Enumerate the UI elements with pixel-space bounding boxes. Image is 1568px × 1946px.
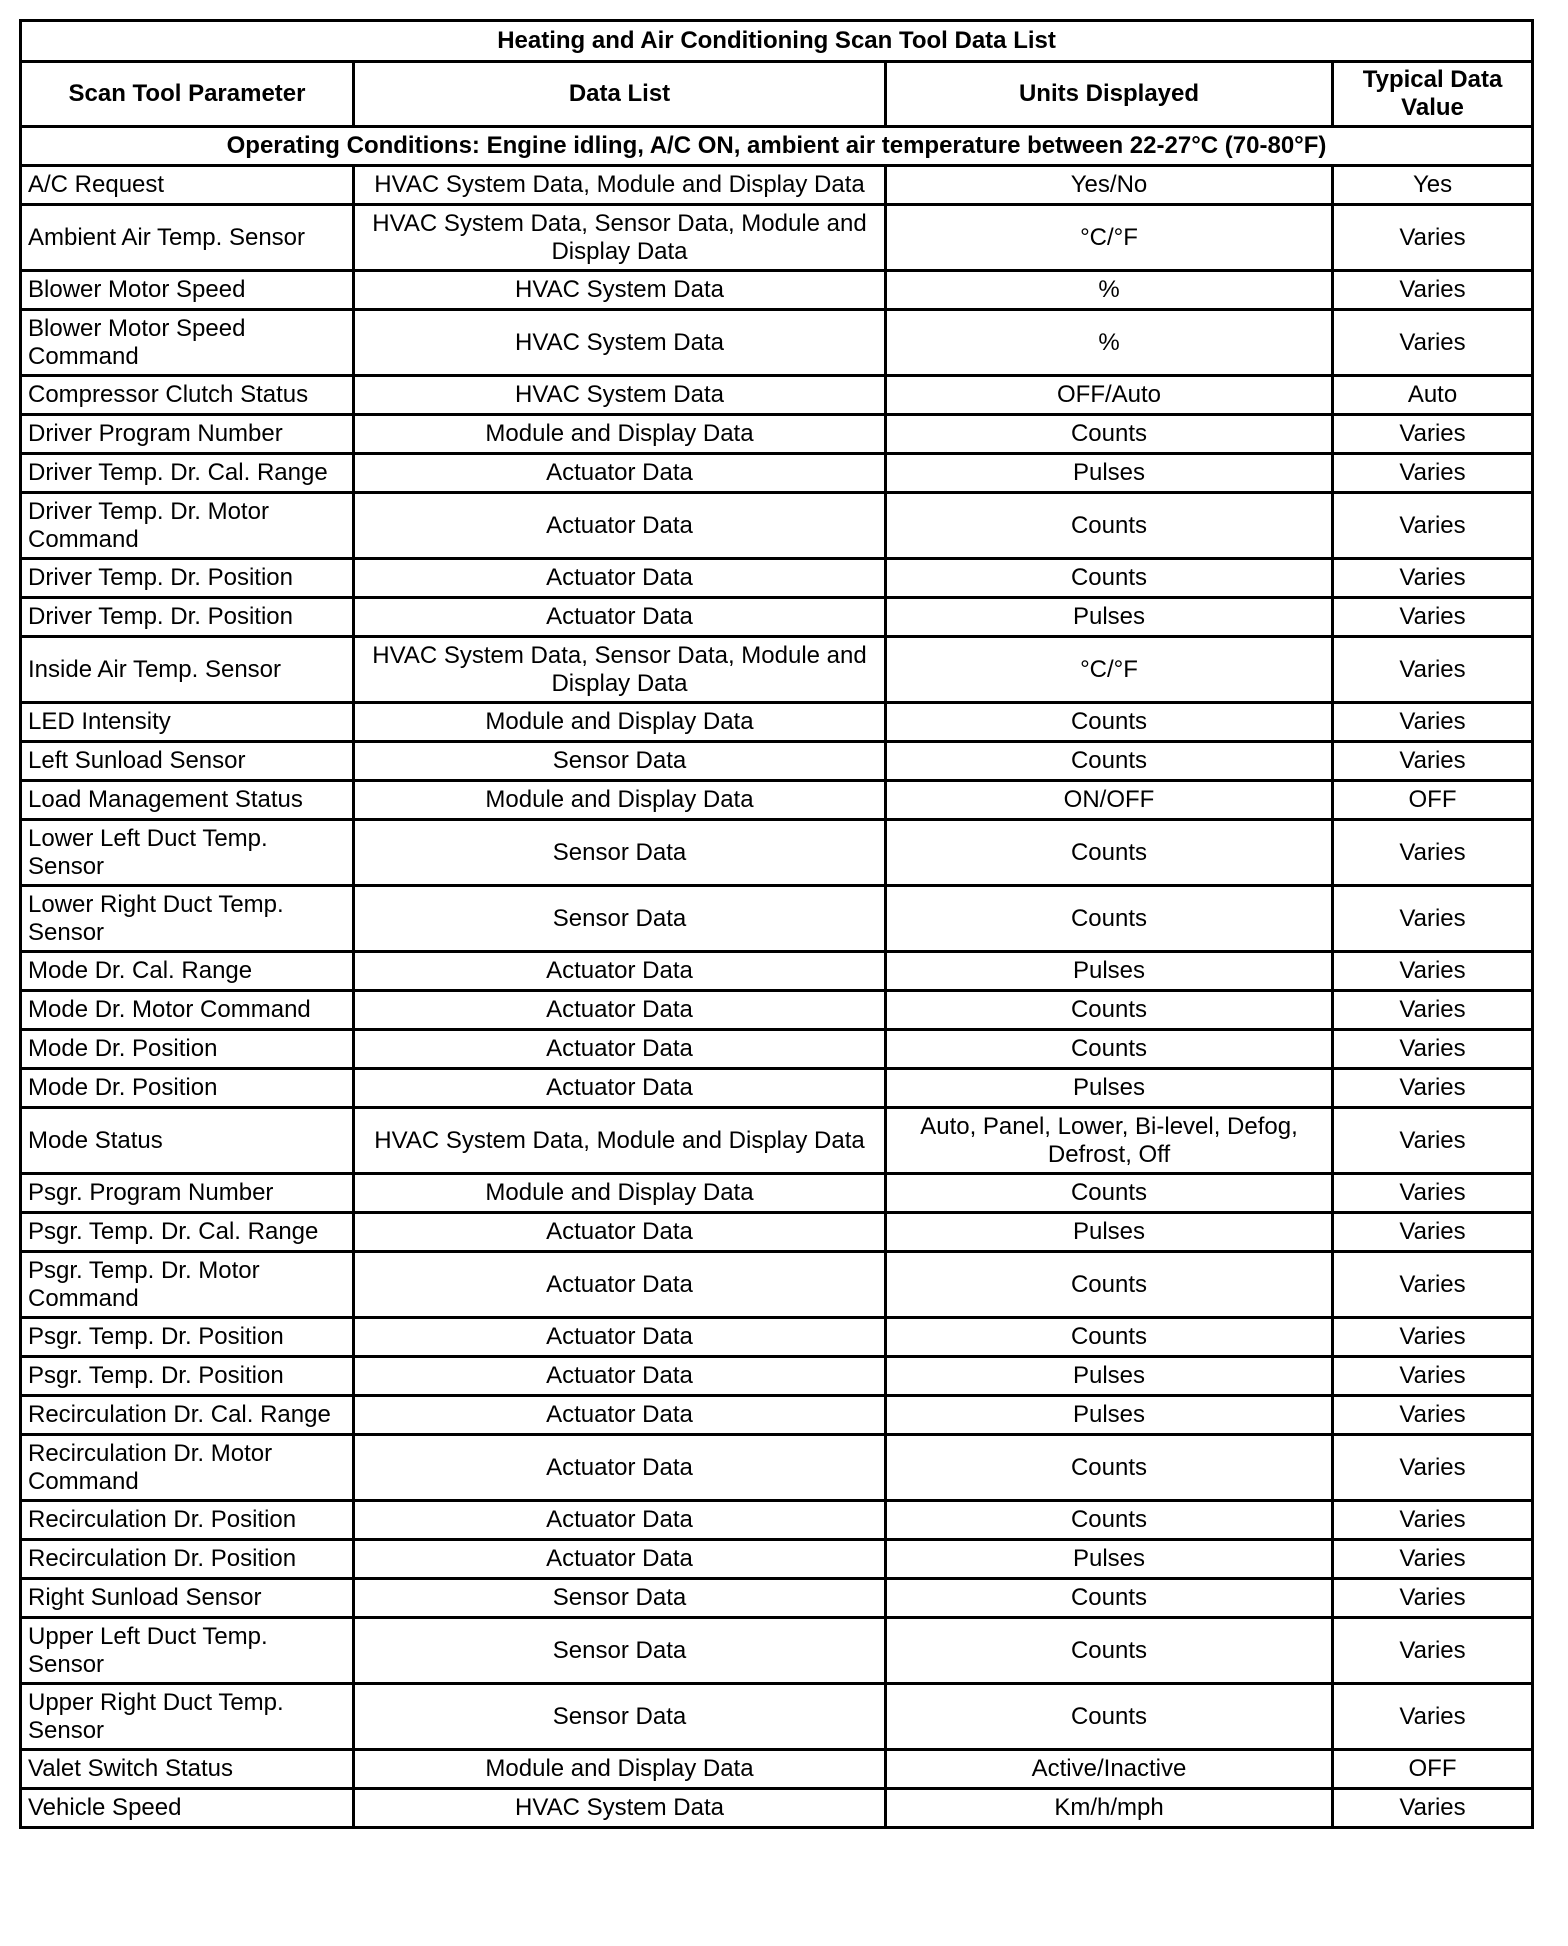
- units-cell: Counts: [886, 991, 1333, 1030]
- units-cell: Pulses: [886, 1540, 1333, 1579]
- typical-value-cell: Varies: [1333, 1579, 1533, 1618]
- data-list-cell: Sensor Data: [354, 1684, 886, 1750]
- table-row: [21, 454, 1533, 493]
- table-row: [21, 637, 1533, 703]
- parameter-cell: Psgr. Temp. Dr. Motor Command: [21, 1252, 354, 1318]
- parameter-cell: Psgr. Temp. Dr. Position: [21, 1318, 354, 1357]
- data-list-cell: Actuator Data: [354, 1396, 886, 1435]
- typical-value-cell: Varies: [1333, 205, 1533, 271]
- units-cell: Pulses: [886, 1213, 1333, 1252]
- typical-value-cell: Varies: [1333, 1252, 1533, 1318]
- data-list-cell: Module and Display Data: [354, 1750, 886, 1789]
- typical-value-cell: Varies: [1333, 271, 1533, 310]
- data-list-cell: HVAC System Data: [354, 1789, 886, 1828]
- table-row: [21, 1750, 1533, 1789]
- units-cell: Pulses: [886, 1357, 1333, 1396]
- units-cell: Counts: [886, 820, 1333, 886]
- typical-value-cell: Varies: [1333, 952, 1533, 991]
- parameter-cell: Upper Left Duct Temp. Sensor: [21, 1618, 354, 1684]
- parameter-cell: Driver Program Number: [21, 415, 354, 454]
- typical-value-cell: Varies: [1333, 886, 1533, 952]
- typical-value-cell: Varies: [1333, 310, 1533, 376]
- data-list-cell: Actuator Data: [354, 991, 886, 1030]
- typical-value-cell: Varies: [1333, 1213, 1533, 1252]
- parameter-cell: Mode Dr. Cal. Range: [21, 952, 354, 991]
- parameter-cell: Inside Air Temp. Sensor: [21, 637, 354, 703]
- table-body: [21, 166, 1533, 1828]
- table-row: [21, 1108, 1533, 1174]
- units-cell: °C/°F: [886, 637, 1333, 703]
- data-list-cell: HVAC System Data, Sensor Data, Module and Display Data: [354, 637, 886, 703]
- header-units-displayed: Units Displayed: [886, 62, 1333, 127]
- parameter-cell: Psgr. Temp. Dr. Position: [21, 1357, 354, 1396]
- table-row: [21, 742, 1533, 781]
- data-list-cell: Sensor Data: [354, 1579, 886, 1618]
- units-cell: Yes/No: [886, 166, 1333, 205]
- data-list-cell: HVAC System Data: [354, 376, 886, 415]
- table-row: [21, 1174, 1533, 1213]
- header-scan-tool-parameter: Scan Tool Parameter: [21, 62, 354, 127]
- units-cell: OFF/Auto: [886, 376, 1333, 415]
- typical-value-cell: OFF: [1333, 781, 1533, 820]
- units-cell: Pulses: [886, 952, 1333, 991]
- data-list-cell: Module and Display Data: [354, 1174, 886, 1213]
- data-list-cell: Actuator Data: [354, 1030, 886, 1069]
- typical-value-cell: Varies: [1333, 598, 1533, 637]
- parameter-cell: Blower Motor Speed Command: [21, 310, 354, 376]
- parameter-cell: Lower Left Duct Temp. Sensor: [21, 820, 354, 886]
- table-row: [21, 1579, 1533, 1618]
- table-row: [21, 1396, 1533, 1435]
- table-row: [21, 166, 1533, 205]
- typical-value-cell: Varies: [1333, 1174, 1533, 1213]
- typical-value-cell: Varies: [1333, 1108, 1533, 1174]
- data-list-cell: Module and Display Data: [354, 415, 886, 454]
- table-row: [21, 205, 1533, 271]
- parameter-cell: Psgr. Program Number: [21, 1174, 354, 1213]
- parameter-cell: Recirculation Dr. Motor Command: [21, 1435, 354, 1501]
- typical-value-cell: Varies: [1333, 1357, 1533, 1396]
- typical-value-cell: Varies: [1333, 1030, 1533, 1069]
- table-title-row: [21, 21, 1533, 62]
- header-typical-data-value: Typical Data Value: [1333, 62, 1533, 127]
- units-cell: Counts: [886, 1030, 1333, 1069]
- table-row: [21, 703, 1533, 742]
- units-cell: Pulses: [886, 598, 1333, 637]
- data-list-cell: Module and Display Data: [354, 703, 886, 742]
- table-row: [21, 559, 1533, 598]
- data-list-cell: HVAC System Data, Module and Display Data: [354, 1108, 886, 1174]
- units-cell: Counts: [886, 415, 1333, 454]
- typical-value-cell: Varies: [1333, 1501, 1533, 1540]
- parameter-cell: Driver Temp. Dr. Position: [21, 559, 354, 598]
- table-row: [21, 1030, 1533, 1069]
- units-cell: Pulses: [886, 1069, 1333, 1108]
- units-cell: Counts: [886, 1684, 1333, 1750]
- typical-value-cell: Varies: [1333, 703, 1533, 742]
- table-row: [21, 820, 1533, 886]
- typical-value-cell: Varies: [1333, 454, 1533, 493]
- units-cell: Counts: [886, 886, 1333, 952]
- data-list-cell: Actuator Data: [354, 1252, 886, 1318]
- typical-value-cell: Varies: [1333, 991, 1533, 1030]
- parameter-cell: Left Sunload Sensor: [21, 742, 354, 781]
- parameter-cell: Ambient Air Temp. Sensor: [21, 205, 354, 271]
- table-row: [21, 1213, 1533, 1252]
- units-cell: °C/°F: [886, 205, 1333, 271]
- table-row: [21, 1684, 1533, 1750]
- table-row: [21, 952, 1533, 991]
- parameter-cell: A/C Request: [21, 166, 354, 205]
- parameter-cell: Recirculation Dr. Position: [21, 1501, 354, 1540]
- units-cell: Counts: [886, 559, 1333, 598]
- table-row: [21, 493, 1533, 559]
- parameter-cell: LED Intensity: [21, 703, 354, 742]
- parameter-cell: Recirculation Dr. Position: [21, 1540, 354, 1579]
- typical-value-cell: Varies: [1333, 1069, 1533, 1108]
- data-list-cell: Actuator Data: [354, 952, 886, 991]
- parameter-cell: Valet Switch Status: [21, 1750, 354, 1789]
- data-list-cell: Module and Display Data: [354, 781, 886, 820]
- table-row: [21, 271, 1533, 310]
- table-row: [21, 1357, 1533, 1396]
- units-cell: Counts: [886, 1435, 1333, 1501]
- table-row: [21, 1540, 1533, 1579]
- typical-value-cell: Varies: [1333, 1684, 1533, 1750]
- data-list-cell: HVAC System Data: [354, 271, 886, 310]
- table-header-row: [21, 62, 1533, 127]
- table-row: [21, 1318, 1533, 1357]
- table-row: [21, 1252, 1533, 1318]
- typical-value-cell: Varies: [1333, 559, 1533, 598]
- data-list-cell: Actuator Data: [354, 1318, 886, 1357]
- parameter-cell: Right Sunload Sensor: [21, 1579, 354, 1618]
- data-list-cell: Sensor Data: [354, 820, 886, 886]
- data-list-cell: Actuator Data: [354, 1213, 886, 1252]
- table-title: Heating and Air Conditioning Scan Tool Data List: [21, 21, 1533, 62]
- table-row: [21, 376, 1533, 415]
- table-row: [21, 1069, 1533, 1108]
- table-row: [21, 1501, 1533, 1540]
- parameter-cell: Upper Right Duct Temp. Sensor: [21, 1684, 354, 1750]
- parameter-cell: Blower Motor Speed: [21, 271, 354, 310]
- table-row: [21, 598, 1533, 637]
- parameter-cell: Mode Status: [21, 1108, 354, 1174]
- header-data-list: Data List: [354, 62, 886, 127]
- units-cell: ON/OFF: [886, 781, 1333, 820]
- data-list-cell: Actuator Data: [354, 454, 886, 493]
- parameter-cell: Mode Dr. Position: [21, 1069, 354, 1108]
- units-cell: Counts: [886, 1618, 1333, 1684]
- units-cell: Counts: [886, 493, 1333, 559]
- parameter-cell: Load Management Status: [21, 781, 354, 820]
- typical-value-cell: Yes: [1333, 166, 1533, 205]
- parameter-cell: Driver Temp. Dr. Motor Command: [21, 493, 354, 559]
- typical-value-cell: Varies: [1333, 637, 1533, 703]
- data-list-cell: Actuator Data: [354, 1069, 886, 1108]
- table-row: [21, 1789, 1533, 1828]
- typical-value-cell: Varies: [1333, 1540, 1533, 1579]
- parameter-cell: Driver Temp. Dr. Position: [21, 598, 354, 637]
- table-row: [21, 415, 1533, 454]
- scan-tool-data-table: [19, 19, 1534, 1829]
- typical-value-cell: Varies: [1333, 1435, 1533, 1501]
- data-list-cell: HVAC System Data, Sensor Data, Module and Display Data: [354, 205, 886, 271]
- data-list-cell: Actuator Data: [354, 1435, 886, 1501]
- typical-value-cell: Varies: [1333, 1318, 1533, 1357]
- data-list-cell: Actuator Data: [354, 598, 886, 637]
- units-cell: Auto, Panel, Lower, Bi-level, Defog, Defrost, Off: [886, 1108, 1333, 1174]
- units-cell: Km/h/mph: [886, 1789, 1333, 1828]
- units-cell: Counts: [886, 1174, 1333, 1213]
- typical-value-cell: Varies: [1333, 415, 1533, 454]
- units-cell: Counts: [886, 703, 1333, 742]
- typical-value-cell: OFF: [1333, 1750, 1533, 1789]
- units-cell: Pulses: [886, 454, 1333, 493]
- data-list-cell: Actuator Data: [354, 1357, 886, 1396]
- parameter-cell: Mode Dr. Position: [21, 1030, 354, 1069]
- typical-value-cell: Varies: [1333, 493, 1533, 559]
- units-cell: Active/Inactive: [886, 1750, 1333, 1789]
- data-list-cell: Actuator Data: [354, 1501, 886, 1540]
- units-cell: %: [886, 310, 1333, 376]
- table-row: [21, 310, 1533, 376]
- typical-value-cell: Varies: [1333, 1789, 1533, 1828]
- data-list-cell: HVAC System Data: [354, 310, 886, 376]
- data-list-cell: Actuator Data: [354, 559, 886, 598]
- data-list-cell: HVAC System Data, Module and Display Data: [354, 166, 886, 205]
- units-cell: %: [886, 271, 1333, 310]
- parameter-cell: Recirculation Dr. Cal. Range: [21, 1396, 354, 1435]
- data-list-cell: Sensor Data: [354, 1618, 886, 1684]
- operating-conditions-row: [21, 127, 1533, 166]
- units-cell: Counts: [886, 1501, 1333, 1540]
- parameter-cell: Compressor Clutch Status: [21, 376, 354, 415]
- operating-conditions: Operating Conditions: Engine idling, A/C ON, ambient air temperature between 22-27°C (70-80°F): [21, 127, 1533, 166]
- units-cell: Counts: [886, 1318, 1333, 1357]
- units-cell: Counts: [886, 1579, 1333, 1618]
- parameter-cell: Driver Temp. Dr. Cal. Range: [21, 454, 354, 493]
- typical-value-cell: Varies: [1333, 1618, 1533, 1684]
- units-cell: Pulses: [886, 1396, 1333, 1435]
- parameter-cell: Psgr. Temp. Dr. Cal. Range: [21, 1213, 354, 1252]
- typical-value-cell: Varies: [1333, 742, 1533, 781]
- data-list-cell: Sensor Data: [354, 742, 886, 781]
- data-list-cell: Sensor Data: [354, 886, 886, 952]
- parameter-cell: Mode Dr. Motor Command: [21, 991, 354, 1030]
- table-row: [21, 991, 1533, 1030]
- table-row: [21, 1435, 1533, 1501]
- table-row: [21, 1618, 1533, 1684]
- typical-value-cell: Auto: [1333, 376, 1533, 415]
- table-row: [21, 781, 1533, 820]
- units-cell: Counts: [886, 742, 1333, 781]
- units-cell: Counts: [886, 1252, 1333, 1318]
- parameter-cell: Vehicle Speed: [21, 1789, 354, 1828]
- parameter-cell: Lower Right Duct Temp. Sensor: [21, 886, 354, 952]
- data-list-cell: Actuator Data: [354, 493, 886, 559]
- typical-value-cell: Varies: [1333, 1396, 1533, 1435]
- typical-value-cell: Varies: [1333, 820, 1533, 886]
- data-list-cell: Actuator Data: [354, 1540, 886, 1579]
- table-row: [21, 886, 1533, 952]
